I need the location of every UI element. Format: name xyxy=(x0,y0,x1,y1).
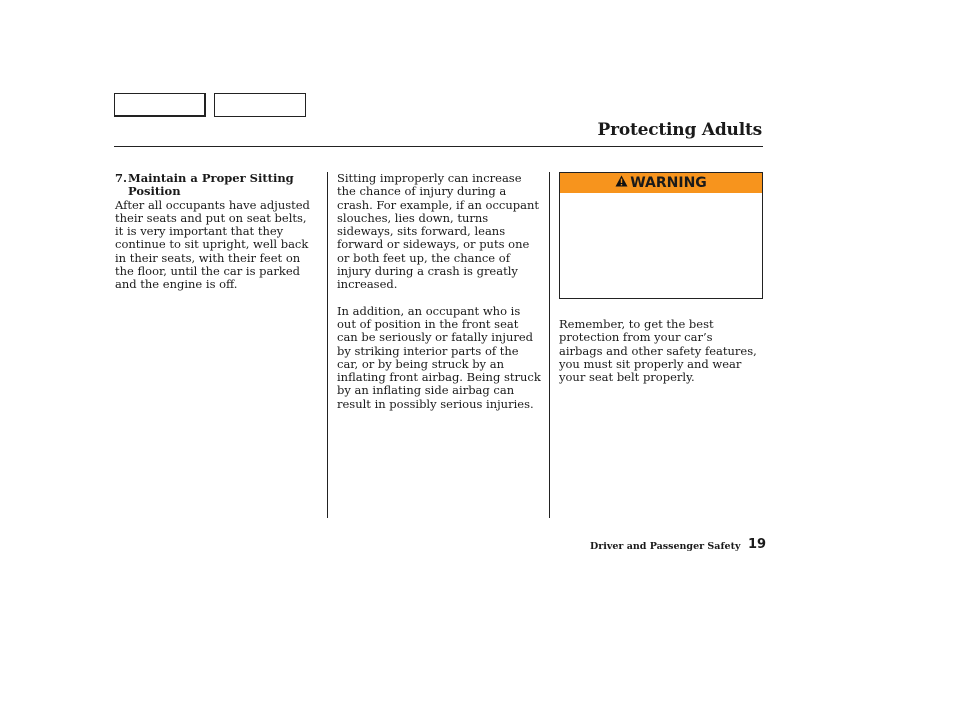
column-middle-paragraph-2: In addition, an occupant who is out of position in the front seat can be seriously or fatally injured by striking interior parts of the car, or by being struck by an inflating front airbag. Being struck by an inflating side airbag can result in possibly serious injuries. xyxy=(337,303,541,411)
column-middle-paragraph-1: Sitting improperly can increase the chance of injury during a crash. For example, if an occupant slouches, lies down, turns sideways, sits forward, leans forward or sideways, or puts one or both feet up, the chance of injury during a crash is greatly increased. xyxy=(337,171,540,292)
warning-triangle-icon xyxy=(615,175,628,191)
heading-number: 7. xyxy=(115,171,128,185)
column-right xyxy=(559,318,759,384)
warning-label: WARNING xyxy=(630,175,707,191)
column-left-body: After all occupants have adjusted their seats and put on seat belts, it is very important that they continue to sit upright, well back in their seats, with their feet on the floor, until the car is parked and the engine is off. xyxy=(115,197,310,292)
warning-box xyxy=(559,172,763,299)
column-right-body: Remember, to get the best protection from your car’s airbags and other safety features, you must sit properly and wear your seat belt properly. xyxy=(559,317,757,385)
page-title: Protecting Adults xyxy=(597,120,762,140)
column-divider-1 xyxy=(327,172,328,518)
column-left xyxy=(115,172,317,292)
title-divider xyxy=(114,146,763,147)
footer-section-title: Driver and Passenger Safety xyxy=(590,541,741,552)
warning-header xyxy=(560,173,762,193)
nav-button-main-menu[interactable] xyxy=(114,93,206,117)
heading-text: Maintain a Proper Sitting Position xyxy=(128,171,294,199)
nav-button-table-of-contents[interactable] xyxy=(214,93,306,117)
column-middle xyxy=(337,172,542,411)
column-divider-2 xyxy=(549,172,550,518)
page-number: 19 xyxy=(748,537,767,552)
section-heading xyxy=(115,172,317,199)
